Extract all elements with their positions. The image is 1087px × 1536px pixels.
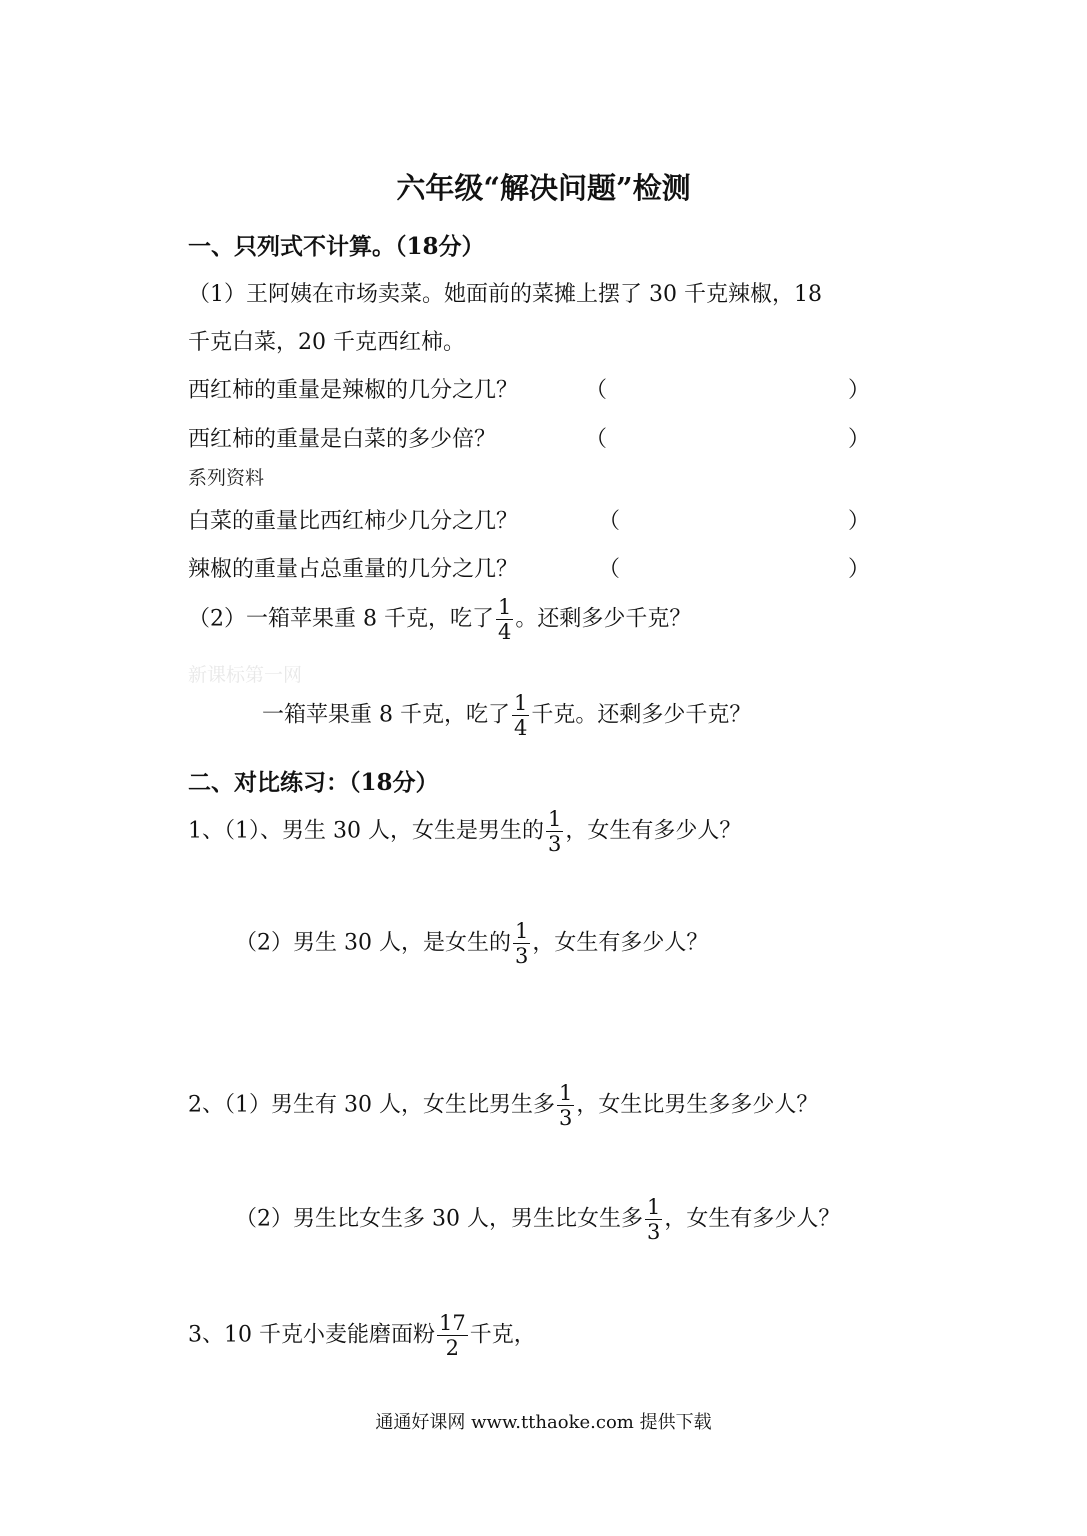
fraction-denominator: 3 — [547, 832, 562, 857]
problem-1-2 — [235, 920, 708, 967]
answer-blank-open-3: （ — [598, 509, 621, 534]
fraction — [496, 596, 513, 643]
fraction — [513, 920, 530, 967]
fraction-numerator: 17 — [439, 1311, 466, 1335]
problem-2-2-text: （2）男生比女生多 30 人，男生比女生多 — [235, 1206, 643, 1232]
problem-3-text: 3、10 千克小麦能磨面粉 — [188, 1322, 435, 1348]
problem-2-1 — [188, 1082, 818, 1129]
answer-blank-close-3: ） — [848, 509, 871, 534]
answer-blank-close-4: ） — [848, 557, 871, 582]
answer-blank-close-2: ） — [848, 427, 871, 452]
fraction-numerator: 1 — [558, 1081, 573, 1105]
fraction-numerator: 1 — [497, 595, 512, 619]
section-1-heading: 一、只列式不计算。（18分） — [188, 233, 485, 260]
question-1-line-1: （1）王阿姨在市场卖菜。她面前的菜摊上摆了 30 千克辣椒，18 — [188, 282, 822, 307]
sub-question-2: 西红柿的重量是白菜的多少倍？ — [188, 427, 497, 452]
fraction-denominator: 3 — [646, 1220, 661, 1245]
fraction-numerator: 1 — [514, 919, 529, 943]
question-2a — [188, 596, 691, 643]
fraction-numerator: 1 — [646, 1195, 661, 1219]
problem-1-1-text: 1、（1）、男生 30 人，女生是男生的 — [188, 818, 544, 844]
watermark-text: 新课标第一网 — [188, 664, 303, 686]
series-note: 系列资料 — [188, 467, 265, 489]
question-2a-suffix: 。还剩多少千克？ — [515, 606, 692, 632]
problem-1-2-text: （2）男生 30 人，是女生的 — [235, 930, 511, 956]
problem-3-suffix: 千克， — [469, 1322, 536, 1348]
problem-2-1-text: 2、（1）男生有 30 人，女生比男生多 — [188, 1092, 555, 1118]
problem-1-2-suffix: ，女生有多少人？ — [532, 930, 709, 956]
page-title: 六年级“解决问题”检测 — [396, 171, 691, 205]
footer-text: 通通好课网 www.tthaoke.com 提供下载 — [375, 1412, 712, 1433]
sub-question-4: 辣椒的重量占总重量的几分之几？ — [188, 557, 519, 582]
answer-blank-open-4: （ — [598, 557, 621, 582]
fraction — [437, 1312, 468, 1359]
sub-question-3: 白菜的重量比西红柿少几分之几？ — [188, 509, 519, 534]
question-2b — [262, 692, 751, 739]
fraction — [512, 692, 529, 739]
section-2-heading: 二、对比练习：（18分） — [188, 769, 439, 796]
problem-2-2 — [235, 1196, 840, 1243]
problem-3 — [188, 1312, 536, 1359]
answer-blank-open-1: （ — [585, 378, 608, 403]
answer-blank-open-2: （ — [585, 427, 608, 452]
question-1-line-2: 千克白菜，20 千克西红柿。 — [188, 330, 465, 355]
fraction — [645, 1196, 662, 1243]
fraction-numerator: 1 — [513, 691, 528, 715]
fraction — [546, 808, 563, 855]
fraction — [557, 1082, 574, 1129]
problem-2-1-suffix: ，女生比男生多多少人？ — [576, 1092, 819, 1118]
answer-blank-close-1: ） — [848, 378, 871, 403]
fraction-denominator: 4 — [513, 716, 528, 741]
question-2b-text: 一箱苹果重 8 千克，吃了 — [262, 702, 510, 728]
problem-2-2-suffix: ，女生有多少人？ — [664, 1206, 841, 1232]
fraction-denominator: 3 — [514, 944, 529, 969]
problem-1-1 — [188, 808, 741, 855]
sub-question-1: 西红柿的重量是辣椒的几分之几？ — [188, 378, 519, 403]
fraction-numerator: 1 — [547, 807, 562, 831]
fraction-denominator: 2 — [445, 1336, 460, 1361]
question-2b-suffix: 千克。还剩多少千克？ — [531, 702, 752, 728]
fraction-denominator: 3 — [558, 1106, 573, 1131]
question-2a-text: （2）一箱苹果重 8 千克，吃了 — [188, 606, 494, 632]
fraction-denominator: 4 — [497, 620, 512, 645]
problem-1-1-suffix: ，女生有多少人？ — [565, 818, 742, 844]
